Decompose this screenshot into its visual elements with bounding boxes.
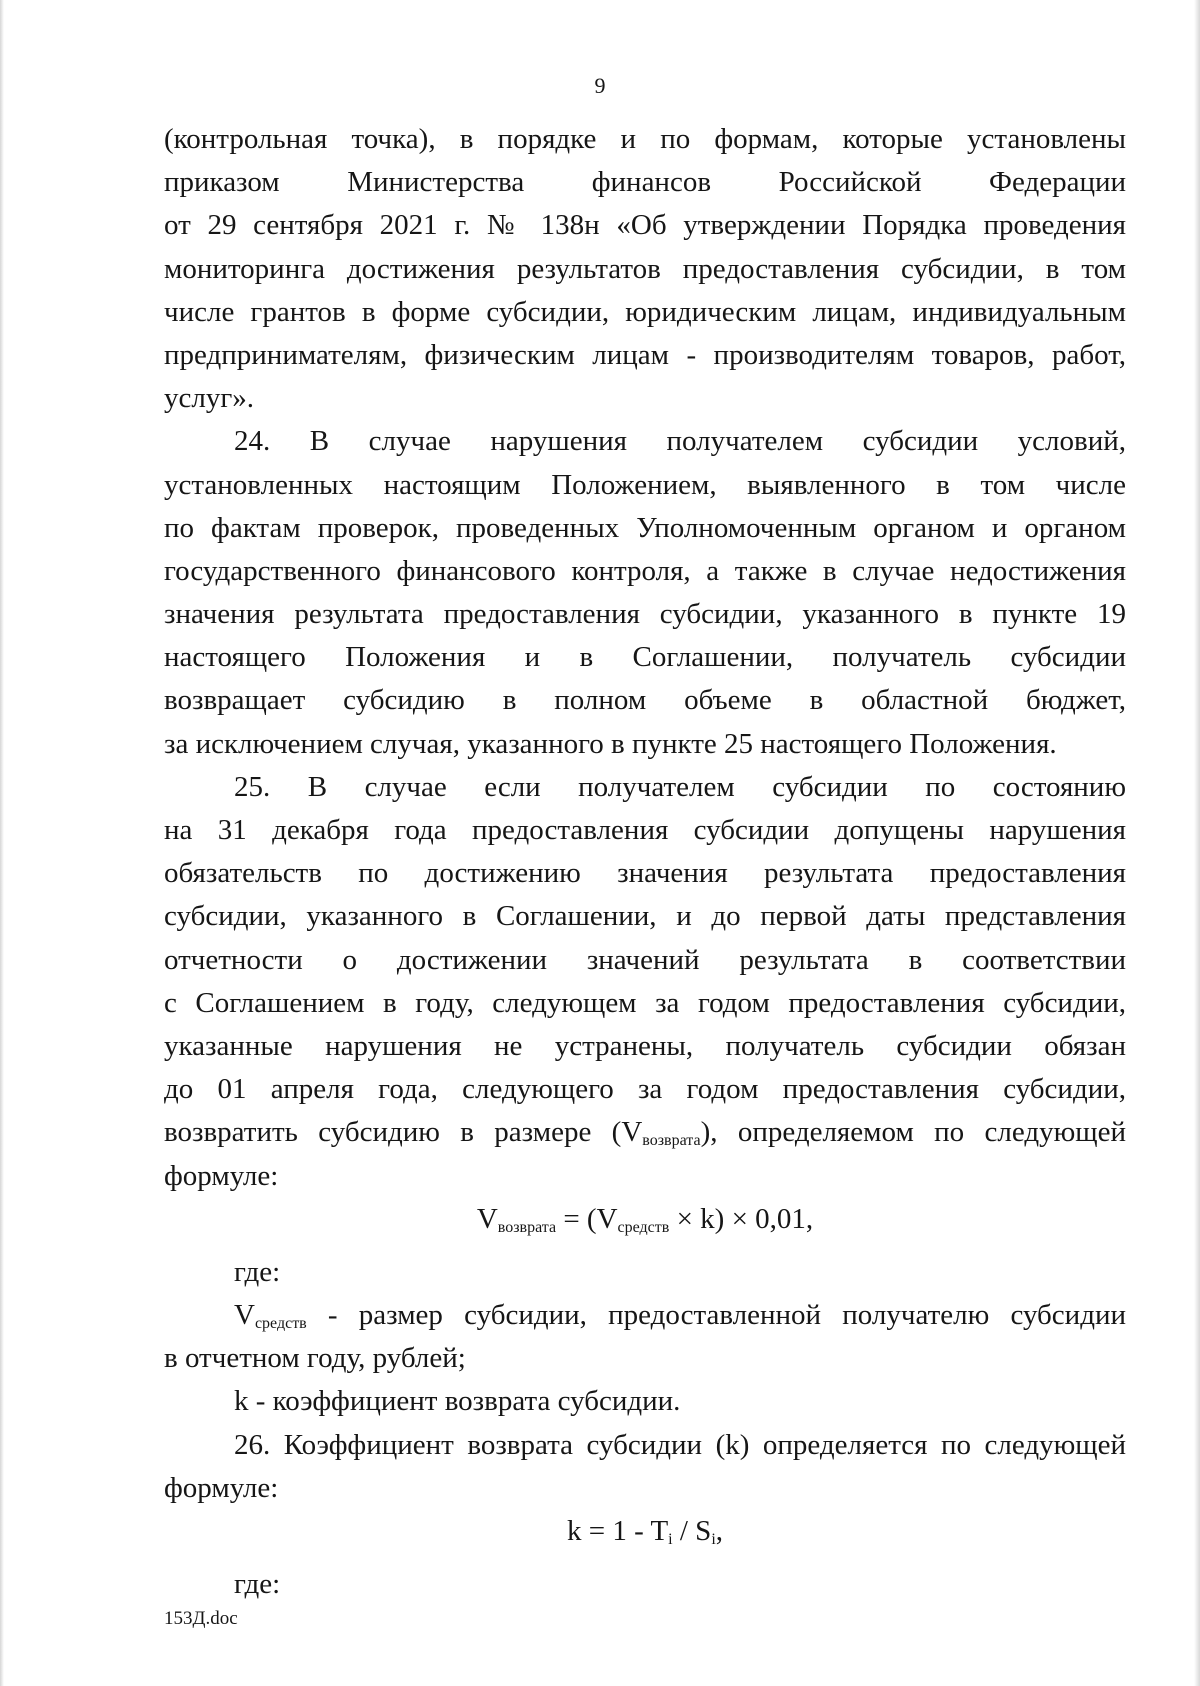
formula-sub-funds: средств — [617, 1218, 670, 1236]
where-label: где: — [234, 1568, 281, 1601]
text-line: на 31 декабря года предоставления субсидии допущены нарушения — [164, 814, 1126, 846]
text-line: значения результата предоставления субсидии, указанного в пункте 19 — [164, 598, 1126, 631]
text-line: приказом Министерства финансов Российской Федерации — [164, 166, 1126, 199]
formula2-end: , — [715, 1515, 724, 1547]
text-line: предпринимателям, физическим лицам - производителям товаров, работ, — [164, 338, 1126, 371]
formula-mid: = (V — [556, 1202, 618, 1235]
def-v-text: - размер субсидии, предоставленной получателю субсидии — [306, 1299, 1126, 1332]
text-line: настоящего Положения и в Соглашении, получатель субсидии — [164, 641, 1126, 674]
text-line: в отчетном году, рублей; — [164, 1342, 466, 1375]
body-text — [164, 118, 1126, 1606]
text-line: до 01 апреля года, следующего за годом предоставления субсидии, — [164, 1073, 1126, 1106]
text-line: отчетности о достижении значений результата в соответствии — [164, 943, 1126, 976]
def-v-subscript: средств — [254, 1315, 307, 1333]
definition-v-funds — [164, 1294, 1126, 1337]
paragraph-25-start: 25. В случае если получателем субсидии по состоянию — [234, 770, 1126, 803]
paragraph-26-start: 26. Коэффициент возврата субсидии (k) определяется по следующей — [234, 1428, 1126, 1461]
text-line: субсидии, указанного в Соглашении, и до первой даты представления — [164, 900, 1126, 933]
formula-refund — [164, 1198, 1126, 1241]
text-line: мониторинга достижения результатов предоставления субсидии, в том — [164, 252, 1126, 285]
spacer — [164, 1241, 1126, 1251]
text-line: с Соглашением в году, следующем за годом предоставления субсидии, — [164, 986, 1126, 1019]
paragraph-24-start: 24. В случае нарушения получателем субсидии условий, — [234, 425, 1126, 458]
text-line: по фактам проверок, проведенных Уполномоченным органом и органом — [164, 511, 1126, 544]
formula2-mid: / S — [672, 1515, 712, 1547]
formula-coefficient — [164, 1510, 1126, 1553]
definition-k: k - коэффициент возврата субсидии. — [234, 1385, 681, 1418]
text-line: за исключением случая, указанного в пункте 25 настоящего Положения. — [164, 727, 1057, 760]
formula2-sub-s: i — [711, 1531, 716, 1548]
text-line: обязательств по достижению значения результата предоставления — [164, 857, 1126, 890]
formula2-sub-t: i — [668, 1531, 673, 1548]
refund-line-before: возвратить субсидию в размере (V — [164, 1116, 643, 1149]
formula-sub-refund: возврата — [497, 1218, 557, 1236]
text-line: указанные нарушения не устранены, получатель субсидии обязан — [164, 1029, 1126, 1062]
scan-edge-right — [1194, 0, 1200, 1686]
text-line: от 29 сентября 2021 г. № 138н «Об утверждении Порядка проведения — [164, 209, 1126, 242]
refund-line-subscript: возврата — [642, 1132, 701, 1150]
formula-end: × k) × 0,01, — [669, 1202, 814, 1235]
scan-edge-left — [0, 0, 4, 1686]
file-name-footer: 153Д.doc — [164, 1608, 238, 1629]
text-line: формуле: — [164, 1471, 279, 1504]
text-line: установленных настоящим Положением, выявленного в том числе — [164, 468, 1126, 501]
text-line: числе грантов в форме субсидии, юридическим лицам, индивидуальным — [164, 295, 1126, 328]
text-line: услуг». — [164, 382, 254, 415]
text-line: (контрольная точка), в порядке и по формам, которые установлены — [164, 123, 1126, 155]
text-line: государственного финансового контроля, а также в случае недостижения — [164, 554, 1126, 587]
def-v-symbol: V — [234, 1299, 255, 1332]
spacer — [164, 1553, 1126, 1563]
refund-size-line — [164, 1111, 1126, 1154]
text-line: возвращает субсидию в полном объеме в областной бюджет, — [164, 684, 1126, 717]
page-number: 9 — [594, 73, 606, 98]
refund-line-after: ), определяемом по следующей — [700, 1116, 1126, 1149]
formula-v: V — [476, 1202, 498, 1235]
formula-intro: формуле: — [164, 1159, 279, 1192]
where-label: где: — [234, 1255, 281, 1288]
formula2-start: k = 1 - T — [566, 1515, 669, 1547]
